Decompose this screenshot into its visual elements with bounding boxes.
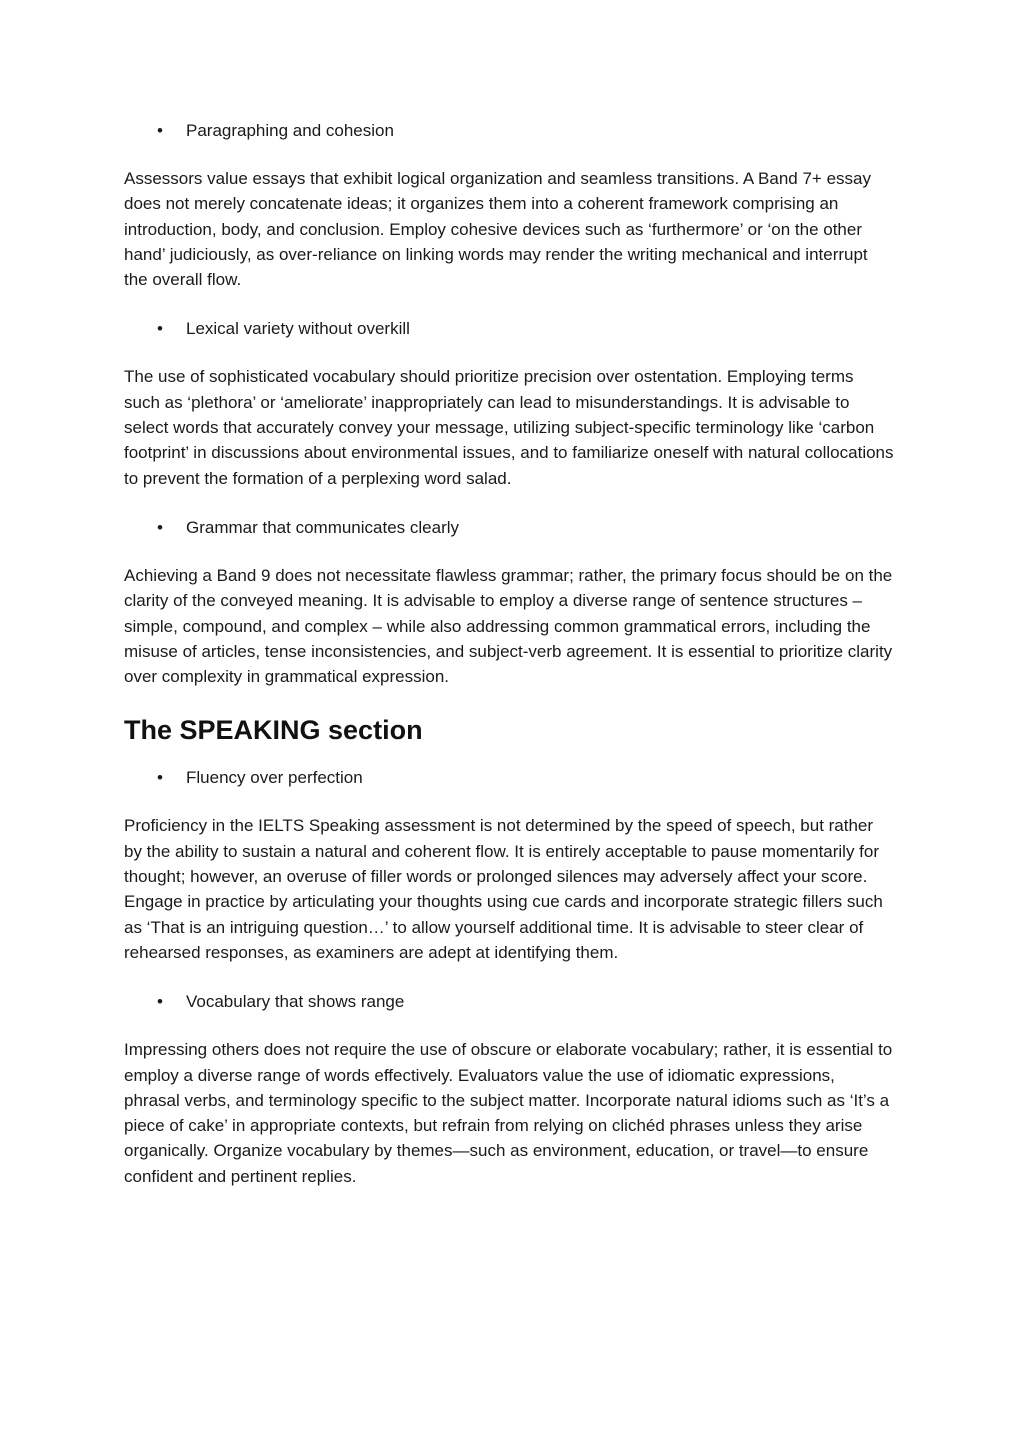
paragraph-grammar: Achieving a Band 9 does not necessitate flawless grammar; rather, the primary focus should be on the clarity of the conveyed meaning. It is advisable to employ a diverse range of sentence structures – simple, compound, and complex – while also addressing common grammatical errors, including the misuse of articles, tense inconsistencies, and subject-verb agreement. It is essential to prioritize clarity over complexity in grammatical expression.: [124, 565, 893, 687]
bullet-dot-icon: •: [157, 768, 163, 788]
section-heading-speaking: The SPEAKING section: [124, 715, 423, 746]
bullet-dot-icon: •: [157, 992, 163, 1012]
bullet-label: Grammar that communicates clearly: [186, 517, 460, 537]
bullet-item-fluency: [124, 765, 894, 790]
bullet-dot-icon: •: [157, 319, 163, 339]
bullet-item-lexical: [124, 316, 894, 341]
paragraph-paragraphing: Assessors value essays that exhibit logical organization and seamless transitions. A Band 7+ essay does not merely concatenate ideas; it organizes them into a coherent framework comprising an introduction, body, and conclusion. Employ cohesive devices such as ‘furthermore’ or ‘on the other hand’ judiciously, as over-reliance on linking words may render the writing mechanical and interrupt the overall flow.: [124, 169, 871, 290]
paragraph-vocabulary: Impressing others does not require the use of obscure or elaborate vocabulary; rather, it is essential to employ a diverse range of words effectively. Evaluators value the use of idiomatic expressions, phrasal verbs, and terminology specific to the subject matter. Incorporate natural idioms such as ‘It’s a piece of cake’ in appropriate contexts, but refrain from relying on clichéd phrases unless they arise organically. Organize vocabulary by themes—such as environment, education, or travel—to ensure confident and pertinent replies.: [124, 1040, 893, 1186]
paragraph-lexical: The use of sophisticated vocabulary should prioritize precision over ostentation. Employing terms such as ‘plethora’ or ‘ameliorate’ inappropriately can lead to misunderstandings. It is advisable to select words that accurately convey your message, utilizing subject-specific terminology like ‘carbon footprint’ in discussions about environmental issues, and to familiarize oneself with natural collocations to prevent the formation of a perplexing word salad.: [124, 367, 894, 488]
bullet-label: Fluency over perfection: [186, 768, 363, 788]
bullet-item-grammar: [124, 515, 894, 540]
bullet-dot-icon: •: [157, 121, 163, 140]
bullet-item-vocabulary: [124, 989, 894, 1014]
bullet-label: Lexical variety without overkill: [186, 319, 410, 339]
document-page: [124, 118, 894, 1213]
bullet-label: Paragraphing and cohesion: [186, 121, 394, 140]
bullet-label: Vocabulary that shows range: [186, 992, 405, 1012]
paragraph-fluency: Proficiency in the IELTS Speaking assessment is not determined by the speed of speech, but rather by the ability to sustain a natural and coherent flow. It is entirely acceptable to pause momentarily for thought; however, an overuse of filler words or prolonged silences may adversely affect your score. Engage in practice by articulating your thoughts using cue cards and incorporate strategic fillers such as ‘That is an intriguing question…’ to allow yourself additional time. It is advisable to steer clear of rehearsed responses, as examiners are adept at identifying them.: [124, 816, 883, 962]
bullet-dot-icon: •: [157, 517, 163, 537]
bullet-item-paragraphing: [124, 118, 894, 143]
